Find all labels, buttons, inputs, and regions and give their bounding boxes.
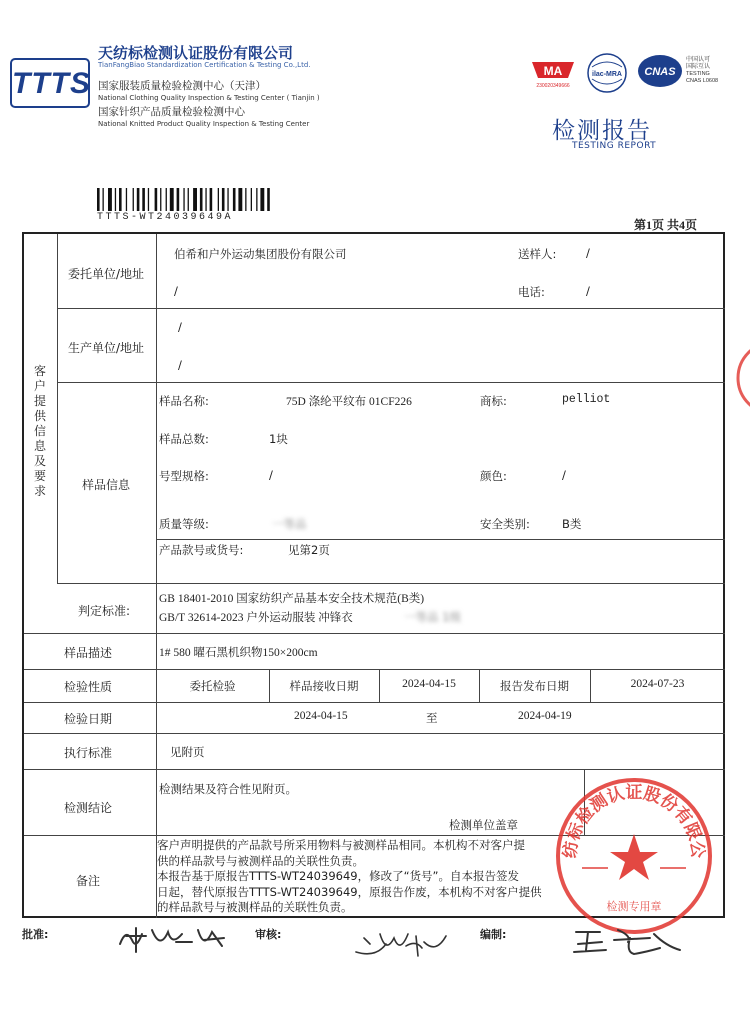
standard-2: GB/T 32614-2023 户外运动服装 冲锋衣 [159, 612, 353, 624]
standard-label: 判定标准: [78, 604, 131, 618]
phone-value: / [586, 284, 590, 298]
barcode [97, 188, 302, 211]
producer-label: 生产单位/地址 [68, 341, 145, 355]
barcode-bar [210, 188, 213, 211]
producer-name: / [178, 320, 182, 334]
remark-line: 的样品款号与被测样品的关联性负责。 [157, 900, 353, 914]
ilac-mark [586, 52, 628, 94]
barcode-bar [233, 188, 236, 211]
stamp-sub: 检测专用章 [606, 900, 662, 913]
compiler-signature [570, 922, 690, 964]
center2-cn: 国家针织产品质量检验检测中心 [98, 106, 245, 118]
edge-stamp [734, 338, 750, 418]
barcode-bar [188, 188, 189, 211]
center1-en: National Clothing Quality Inspection & Testing Center ( Tianjin ) [98, 94, 320, 102]
conclusion-label: 检测结论 [64, 801, 113, 815]
barcode-bar [115, 188, 116, 211]
test-date-label: 检验日期 [64, 712, 113, 726]
barcode-bar [160, 188, 161, 211]
cnas-cn1: 中国认可 [686, 56, 711, 63]
barcode-bar [155, 188, 158, 211]
style-value: 见第2页 [288, 543, 330, 557]
ilac-text: ilac-MRA [592, 71, 622, 78]
grade-value: 一等品 [272, 517, 307, 531]
exec-value: 见附页 [170, 745, 205, 759]
client-name: 伯希和户外运动集团股份有限公司 [174, 247, 347, 261]
barcode-bar [205, 188, 206, 211]
barcode-bar [267, 188, 270, 211]
barcode-bar [108, 188, 112, 211]
barcode-bar [256, 188, 257, 211]
phone-label: 电话: [518, 285, 545, 299]
barcode-text: TTTS-WT24039649A [97, 212, 234, 223]
cnas-cn2: 国际互认 [686, 63, 711, 70]
receive-label: 样品接收日期 [289, 679, 359, 693]
approve-label: 批准: [22, 928, 49, 941]
color-label: 颜色: [480, 469, 507, 483]
issue-label: 报告发布日期 [500, 679, 569, 693]
side-label: 客户提供信息及要求 [33, 364, 46, 498]
barcode-bar [97, 188, 100, 211]
stamp-text: 纺标检测认证股份有限公 [560, 783, 708, 860]
safety-label: 安全类别: [480, 517, 530, 531]
barcode-bar [227, 188, 228, 211]
sample-count-label: 样品总数: [159, 432, 209, 446]
cnas-mark [636, 52, 746, 94]
barcode-bar [119, 188, 122, 211]
cnas-number: CNAS L0608 [686, 78, 719, 84]
org-name-en: TianFangBiao Standardization Certification & Testing Co.,Ltd. [98, 61, 311, 69]
brand-label: 商标: [480, 394, 507, 408]
cma-number: 230020349666 [536, 83, 570, 89]
cnas-text: CNAS [644, 66, 676, 78]
sample-name: 75D 涤纶平纹布 01CF226 [286, 396, 412, 408]
barcode-bar [260, 188, 264, 211]
color-value: / [562, 468, 566, 482]
model-value: / [269, 468, 273, 482]
barcode-bar [183, 188, 184, 211]
center1-cn: 国家服装质量检验检测中心（天津） [98, 80, 266, 92]
sample-info-label: 样品信息 [82, 478, 131, 492]
client-label: 委托单位/地址 [68, 267, 145, 281]
receive-date: 2024-04-15 [402, 678, 456, 690]
exec-label: 执行标准 [64, 746, 113, 760]
page-info: 第1页 共4页 [634, 218, 698, 232]
seal-label: 检测单位盖章 [449, 818, 518, 832]
ttts-logo: TTTS [10, 58, 90, 108]
standard-1: GB 18401-2010 国家纺织产品基本安全技术规范(B类) [159, 593, 425, 605]
cma-text: MA [543, 64, 563, 78]
approver-signature [112, 922, 232, 962]
compile-label: 编制: [480, 928, 507, 941]
barcode-bar [170, 188, 174, 211]
remark-label: 备注 [76, 874, 101, 888]
barcode-bar [193, 188, 197, 211]
barcode-bar [148, 188, 149, 211]
style-label: 产品款号或货号: [159, 543, 244, 557]
remark-line: 日起，替代原报告TTTS-WT24039649，原报告作废，本机构不对客户提供 [157, 884, 542, 899]
sender-label: 送样人: [518, 247, 557, 261]
org-name-cn: 天纺标检测认证股份有限公司 [98, 44, 294, 62]
model-label: 号型规格: [159, 469, 209, 483]
barcode-bar [103, 188, 104, 211]
barcode-bar [133, 188, 134, 211]
remarks [157, 838, 587, 916]
sample-name-label: 样品名称: [159, 394, 209, 408]
barcode-bar [245, 188, 246, 211]
test-date-from: 2024-04-15 [294, 710, 348, 722]
nature-label: 检验性质 [64, 680, 113, 694]
report-title-en: TESTING REPORT [572, 141, 657, 151]
remark-line: 本报告基于原报告TTTS-WT24039649，修改了“货号”。自本报告签发 [157, 869, 519, 883]
client-address: / [174, 284, 178, 298]
barcode-bar [218, 188, 219, 211]
review-label: 审核: [255, 928, 282, 941]
barcode-bar [126, 188, 127, 211]
safety-value: B类 [562, 517, 582, 531]
desc-value: 1# 580 曜石黑机织物150×200cm [159, 647, 318, 659]
test-date-to: 2024-04-19 [518, 710, 572, 722]
sample-count: 1块 [269, 432, 288, 446]
cnas-en: TESTING [686, 71, 710, 77]
report-title: 检测报告 [552, 118, 652, 144]
nature-value: 委托检验 [189, 679, 236, 693]
barcode-bar [238, 188, 242, 211]
standard-2-blurred: 一等品 1级 [404, 610, 461, 624]
cma-mark [528, 58, 578, 90]
brand-value: pelliot [562, 393, 611, 406]
reviewer-signature [346, 924, 456, 968]
remark-line: 客户声明提供的产品款号所采用物料与被测样品相同。本机构不对客户提 [157, 838, 525, 852]
remark-line: 供的样品款号与被测样品的关联性负责。 [157, 853, 364, 868]
issue-date: 2024-07-23 [630, 678, 685, 690]
barcode-bar [142, 188, 145, 211]
barcode-bar [200, 188, 203, 211]
grade-label: 质量等级: [159, 517, 209, 531]
barcode-bar [222, 188, 225, 211]
producer-address: / [178, 358, 182, 372]
barcode-bar [137, 188, 140, 211]
conclusion-value: 检测结果及符合性见附页。 [159, 782, 297, 796]
desc-label: 样品描述 [64, 646, 113, 660]
barcode-bar [251, 188, 252, 211]
center2-en: National Knitted Product Quality Inspection & Testing Center [98, 120, 310, 128]
test-date-to-word: 至 [426, 711, 438, 725]
sender-value: / [586, 246, 590, 260]
barcode-bar [177, 188, 180, 211]
barcode-bar [166, 188, 167, 211]
official-stamp [554, 776, 714, 936]
